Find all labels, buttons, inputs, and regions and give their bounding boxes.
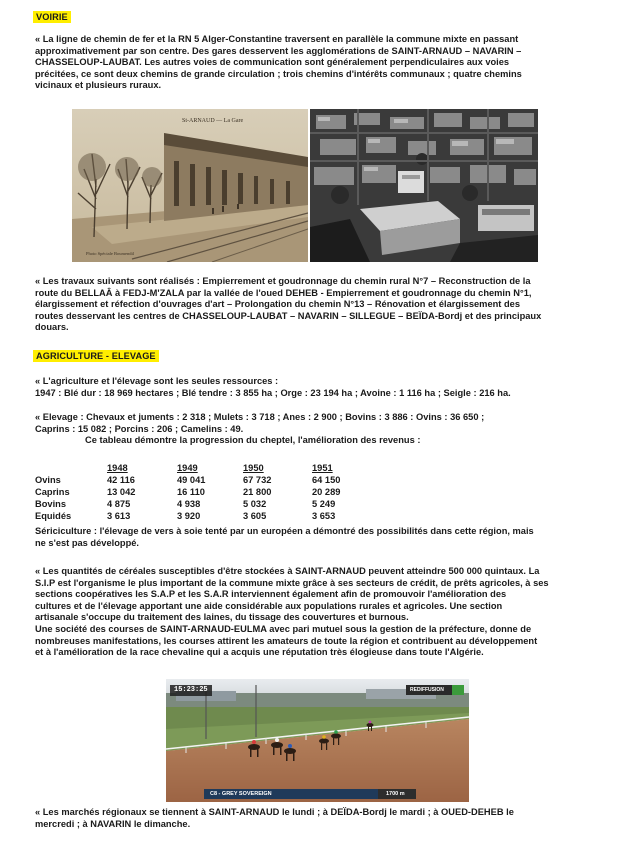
marches-paragraph <box>35 807 610 830</box>
voirie-paragraph <box>35 34 610 92</box>
table-cell: 3 920 <box>177 511 201 521</box>
text-line: nombreuses manifestations, les courses attirent les amateurs de toute la région et contribuent au développement <box>35 635 538 646</box>
table-cell: 13 042 <box>107 487 136 497</box>
aerial-town-photo <box>310 109 538 262</box>
table-row <box>35 498 372 510</box>
row-label: Equidés <box>35 511 72 521</box>
table-cell: 49 041 <box>177 475 206 485</box>
text-line: « Les quantités de céréales susceptibles d'être stockées à SAINT-ARNAUD peuvent atteindre 500 000 quintaux. La <box>35 566 540 576</box>
text-line: artisanale s'occupe du traitement des laines, du tissage des couvertures et burnous. <box>35 612 409 623</box>
section-heading-voirie: VOIRIE <box>33 11 71 23</box>
cereales-paragraph <box>35 566 610 659</box>
text-line: Une société des courses de SAINT-ARNAUD-EULMA avec pari mutuel sous la gestion de la préfecture, donne de <box>35 623 532 634</box>
text-line: « L'agriculture et l'élevage sont les seules ressources : <box>35 376 279 386</box>
race-banner-horse: C8 - GREY SOVEREIGN <box>210 791 272 797</box>
text-line: Caprins : 15 082 ; Porcins : 206 ; Camelins : 49. <box>35 423 244 434</box>
station-photo-caption: St-ARNAUD — La Gare <box>182 118 244 124</box>
table-header-row <box>35 462 372 474</box>
race-badge: REDIFFUSION <box>410 687 444 693</box>
table-cell: 4 938 <box>177 499 201 509</box>
table-cell: 67 732 <box>243 475 272 485</box>
travaux-paragraph <box>35 276 610 334</box>
table-cell: 64 150 <box>312 475 341 485</box>
text-line: « Elevage : Chevaux et juments : 2 318 ; Mulets : 3 718 ; Anes : 2 900 ; Bovins : 3 886 : Ovins : 36 650 ; <box>35 412 485 422</box>
text-line: précitées, ce sont deux chemins de grande circulation ; trois chemins d'intérêts communaux ; quatre chemins <box>35 68 522 79</box>
table-cell: 3 653 <box>312 511 336 521</box>
table-cell: 16 110 <box>177 487 205 497</box>
text-line: mercredi ; à NAVARIN le dimanche. <box>35 818 191 829</box>
text-line: S.I.P est l'organisme le plus important de la commune mixte grâce à ses secteurs de crédit, de prêts agricoles, à ses <box>35 577 549 588</box>
section-heading-agriculture: AGRICULTURE - ELEVAGE <box>33 350 159 362</box>
horse-race-illustration <box>166 679 469 802</box>
race-clock: 15:23:25 <box>174 686 208 694</box>
ressources-paragraph <box>35 376 610 399</box>
text-line: ne s'est pas développé. <box>35 537 139 548</box>
text-line: CHASSELOUP-LAUBAT. Les autres voies de communication sont généralement perpendiculaires aux voies <box>35 57 510 68</box>
table-header-cell: 1950 <box>243 463 264 473</box>
race-banner-distance: 1700 m <box>386 791 405 797</box>
table-header-cell <box>35 462 107 474</box>
text-line: « Les marchés régionaux se tiennent à SAINT-ARNAUD le lundi ; à DEÏDA-Bordj le mardi ; à OUED-DEHEB le <box>35 807 514 817</box>
table-header-cell: 1949 <box>177 463 198 473</box>
text-line: cultures et de l'élevage apportant une aide considérable aux populations rurales et agricoles. Une section <box>35 600 503 611</box>
table-cell: 21 800 <box>243 487 272 497</box>
table-row <box>35 474 372 486</box>
station-photo-credit: Photo Spéciale Boumendil <box>86 251 134 256</box>
elevage-paragraph <box>35 412 610 447</box>
cheptel-table <box>35 462 372 522</box>
text-line: douars. <box>35 322 69 333</box>
station-photo <box>72 109 308 262</box>
text-line: « Les travaux suivants sont réalisés : Empierrement et goudronnage du chemin rural N°7 – Reconstruction de la <box>35 276 531 286</box>
table-cell: 5 032 <box>243 499 267 509</box>
table-cell: 3 605 <box>243 511 267 521</box>
row-label: Ovins <box>35 475 61 485</box>
sericiculture-paragraph <box>35 526 610 549</box>
table-row <box>35 510 372 522</box>
station-photo-illustration <box>72 109 308 262</box>
table-cell: 5 249 <box>312 499 336 509</box>
text-line: sections coopératives les S.A.P et les S.A.R interviennent également afin de promouvoir l'amélioration des <box>35 589 507 600</box>
table-cell: 20 289 <box>312 487 341 497</box>
table-cell: 3 613 <box>107 511 131 521</box>
table-cell: 4 875 <box>107 499 131 509</box>
tableau-intro: Ce tableau démontre la progression du cheptel, l'amélioration des revenus : <box>85 435 421 446</box>
text-line: vicinaux et plusieurs ruraux. <box>35 80 162 91</box>
aerial-town-illustration <box>310 109 538 262</box>
text-line: routes desservant les centres de CHASSELOUP-LAUBAT – NAVARIN – SILLEGUE – BEÏDA-Bordj et des principaux <box>35 310 542 321</box>
text-line: approximativement par son centre. Des gares desservent les agglomérations de SAINT-ARNAUD – NAVARIN – <box>35 45 522 56</box>
text-line: et à l'amélioration de la race chevaline qui a acquis une réputation très élogieuse dans toute l'Algérie. <box>35 647 484 658</box>
table-row <box>35 486 372 498</box>
row-label: Caprins <box>35 487 70 497</box>
text-line: route du BELLAÂ à FEDJ-M'ZALA par la vallée de l'oued DEHEB - Empierrement et goudronnage du chemin N°1, <box>35 287 532 298</box>
text-line: Sériciculture : l'élevage de vers à soie tenté par un européen a démontré des possibilités dans cette région, mais <box>35 526 534 536</box>
horse-race-photo <box>166 679 469 802</box>
text-line: élargissement et réfection d'ouvrages d'art – Prolongation du chemin N°13 – Rénovation et élargissement des <box>35 299 520 310</box>
table-header-cell: 1948 <box>107 463 128 473</box>
text-line: 1947 : Blé dur : 18 969 hectares ; Blé tendre : 3 855 ha ; Orge : 23 194 ha ; Avoine : 1 116 ha ; Seigle : 216 ha. <box>35 387 511 398</box>
row-label: Bovins <box>35 499 66 509</box>
table-cell: 42 116 <box>107 475 135 485</box>
table-header-cell: 1951 <box>312 463 333 473</box>
text-line: « La ligne de chemin de fer et la RN 5 Alger-Constantine traversent en parallèle la commune mixte en passant <box>35 34 519 44</box>
